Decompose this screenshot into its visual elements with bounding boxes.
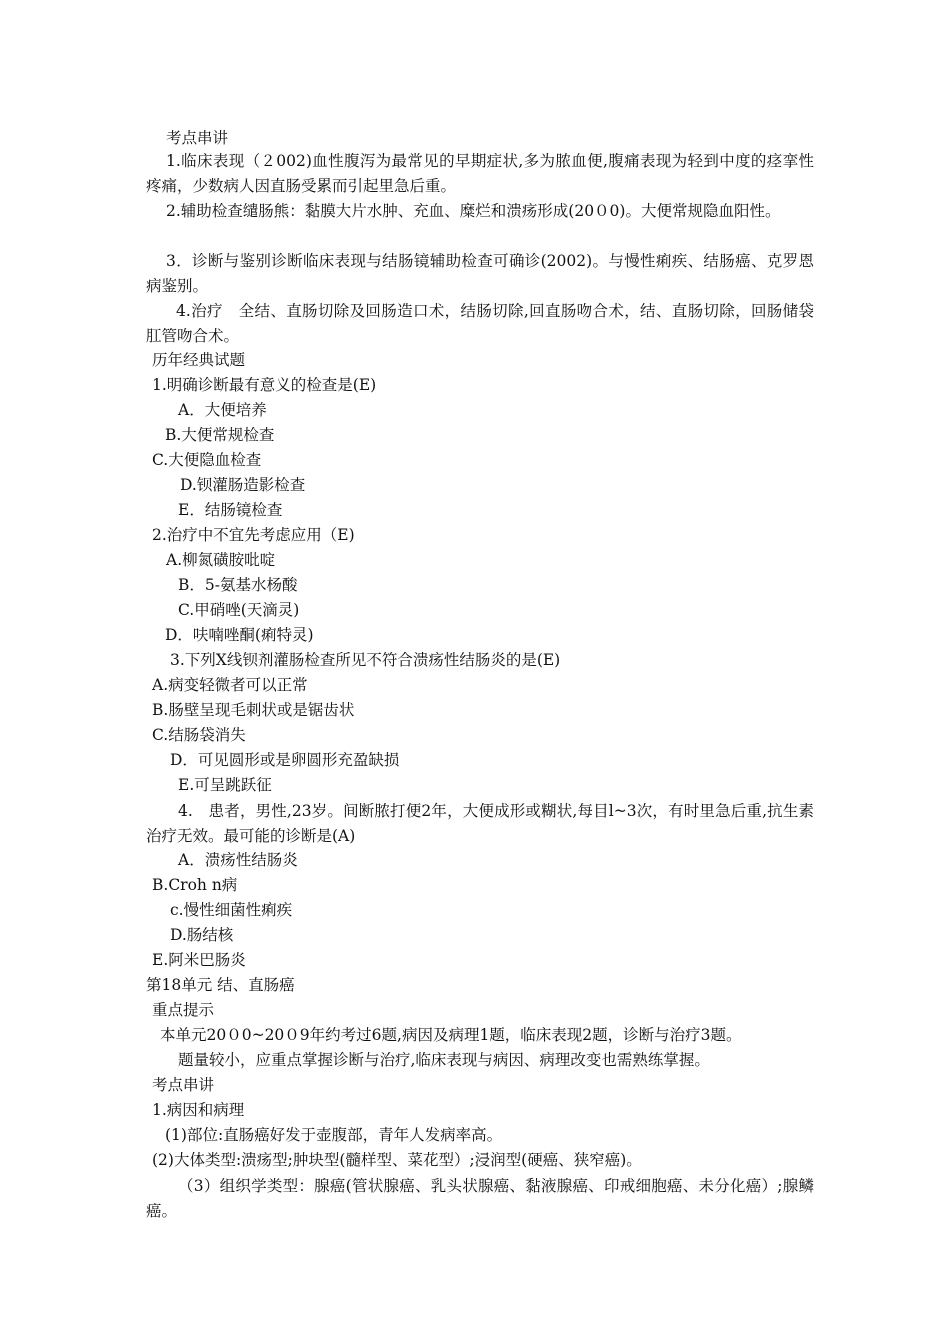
question-4-stem: 4. 患者，男性,23岁。间断脓打便2年，大便成形或糊状,每目l~3次，有时里急后重,抗生素治疗无效。最可能的诊断是(A) [146, 802, 814, 845]
unit-18-key-points-heading: 考点串讲 [152, 1076, 215, 1094]
question-3-option-b: B.肠壁呈现毛刺状或是锯齿状 [152, 701, 355, 719]
question-3-option-e: E.可呈跳跃征 [178, 776, 272, 794]
question-1-option-b: B.大便常规检查 [165, 426, 275, 444]
question-3-option-d: D．可见圆形或是卵圆形充盈缺损 [170, 751, 400, 769]
question-3-option-a: A.病变轻微者可以正常 [152, 676, 308, 694]
paragraph-diagnosis: 3．诊断与鉴别诊断临床表现与结肠镜辅助检查可确诊(2002)。与慢性痢疾、结肠癌、克罗恩病鉴别。 [146, 252, 814, 295]
question-4-option-e: E.阿米巴肠炎 [152, 951, 246, 969]
etiology-pathology-heading: 1.病因和病理 [152, 1101, 245, 1119]
question-2-option-b: B．5-氨基水杨酸 [178, 576, 298, 594]
question-2-option-a: A.柳氮磺胺吡啶 [166, 551, 276, 569]
etiology-histology-type: （3）组织学类型：腺癌(管状腺癌、乳头状腺癌、黏液腺癌、印戒细胞癌、未分化癌）;腺鳞癌。 [146, 1177, 814, 1220]
question-2-option-c: C.甲硝唑(天滴灵) [178, 601, 300, 619]
question-1-option-c: C.大便隐血检查 [152, 451, 262, 469]
paragraph-auxiliary-exam: 2.辅助检查缱肠熊：黏膜大片水肿、充血、糜烂和溃疡形成(20０0)。大便常规隐血阳性。 [166, 202, 781, 220]
question-1-option-e: E．结肠镜检查 [178, 501, 283, 519]
unit-18-title: 第18单元 结、直肠癌 [146, 976, 295, 994]
etiology-site: (1)部位:直肠癌好发于壶腹部，青年人发病率高。 [165, 1126, 503, 1144]
key-tips-heading: 重点提示 [152, 1001, 215, 1019]
question-4-option-d: D.肠结核 [170, 926, 234, 944]
question-4-option-c: c.慢性细菌性痢疾 [170, 901, 293, 919]
key-tips-line-1: 本单元20０0~20０9年约考过6题,病因及病理1题，临床表现2题，诊断与治疗3题。 [160, 1026, 742, 1044]
key-tips-line-2: 题量较小，应重点掌握诊断与治疗,临床表现与病因、病理改变也需熟练掌握。 [178, 1051, 710, 1069]
question-4-option-a: A．溃疡性结肠炎 [178, 851, 298, 869]
question-2-stem: 2.治疗中不宜先考虑应用（E) [152, 526, 355, 544]
question-2-option-d: D．呋喃唑酮(痢特灵) [165, 626, 314, 644]
question-1-option-d: D.钡灌肠造影检查 [180, 476, 306, 494]
etiology-gross-type: (2)大体类型:溃疡型;肿块型(髓样型、菜花型）;浸润型(硬癌、狭窄癌)。 [152, 1151, 642, 1169]
question-1-stem: 1.明确诊断最有意义的检查是(E) [152, 376, 377, 394]
question-4-option-b: B.Croh n病 [152, 876, 238, 894]
section-heading-exam-questions: 历年经典试题 [152, 351, 246, 369]
paragraph-clinical-manifestation: 1.临床表现（２002)血性腹泻为最常见的早期症状,多为脓血便,腹痛表现为轻到中度的痉挛性疼痛，少数病人因直肠受累而引起里急后重。 [146, 152, 814, 195]
question-3-option-c: C.结肠袋消失 [152, 726, 246, 744]
question-1-option-a: A．大便培养 [178, 401, 267, 419]
section-heading-key-points: 考点串讲 [166, 129, 229, 147]
paragraph-treatment: 4.治疗 全结、直肠切除及回肠造口术，结肠切除,回直肠吻合术，结、直肠切除，回肠储袋肛管吻合术。 [146, 302, 814, 345]
question-3-stem: 3.下列X线钡剂灌肠检查所见不符合溃疡性结肠炎的是(E) [170, 651, 561, 669]
